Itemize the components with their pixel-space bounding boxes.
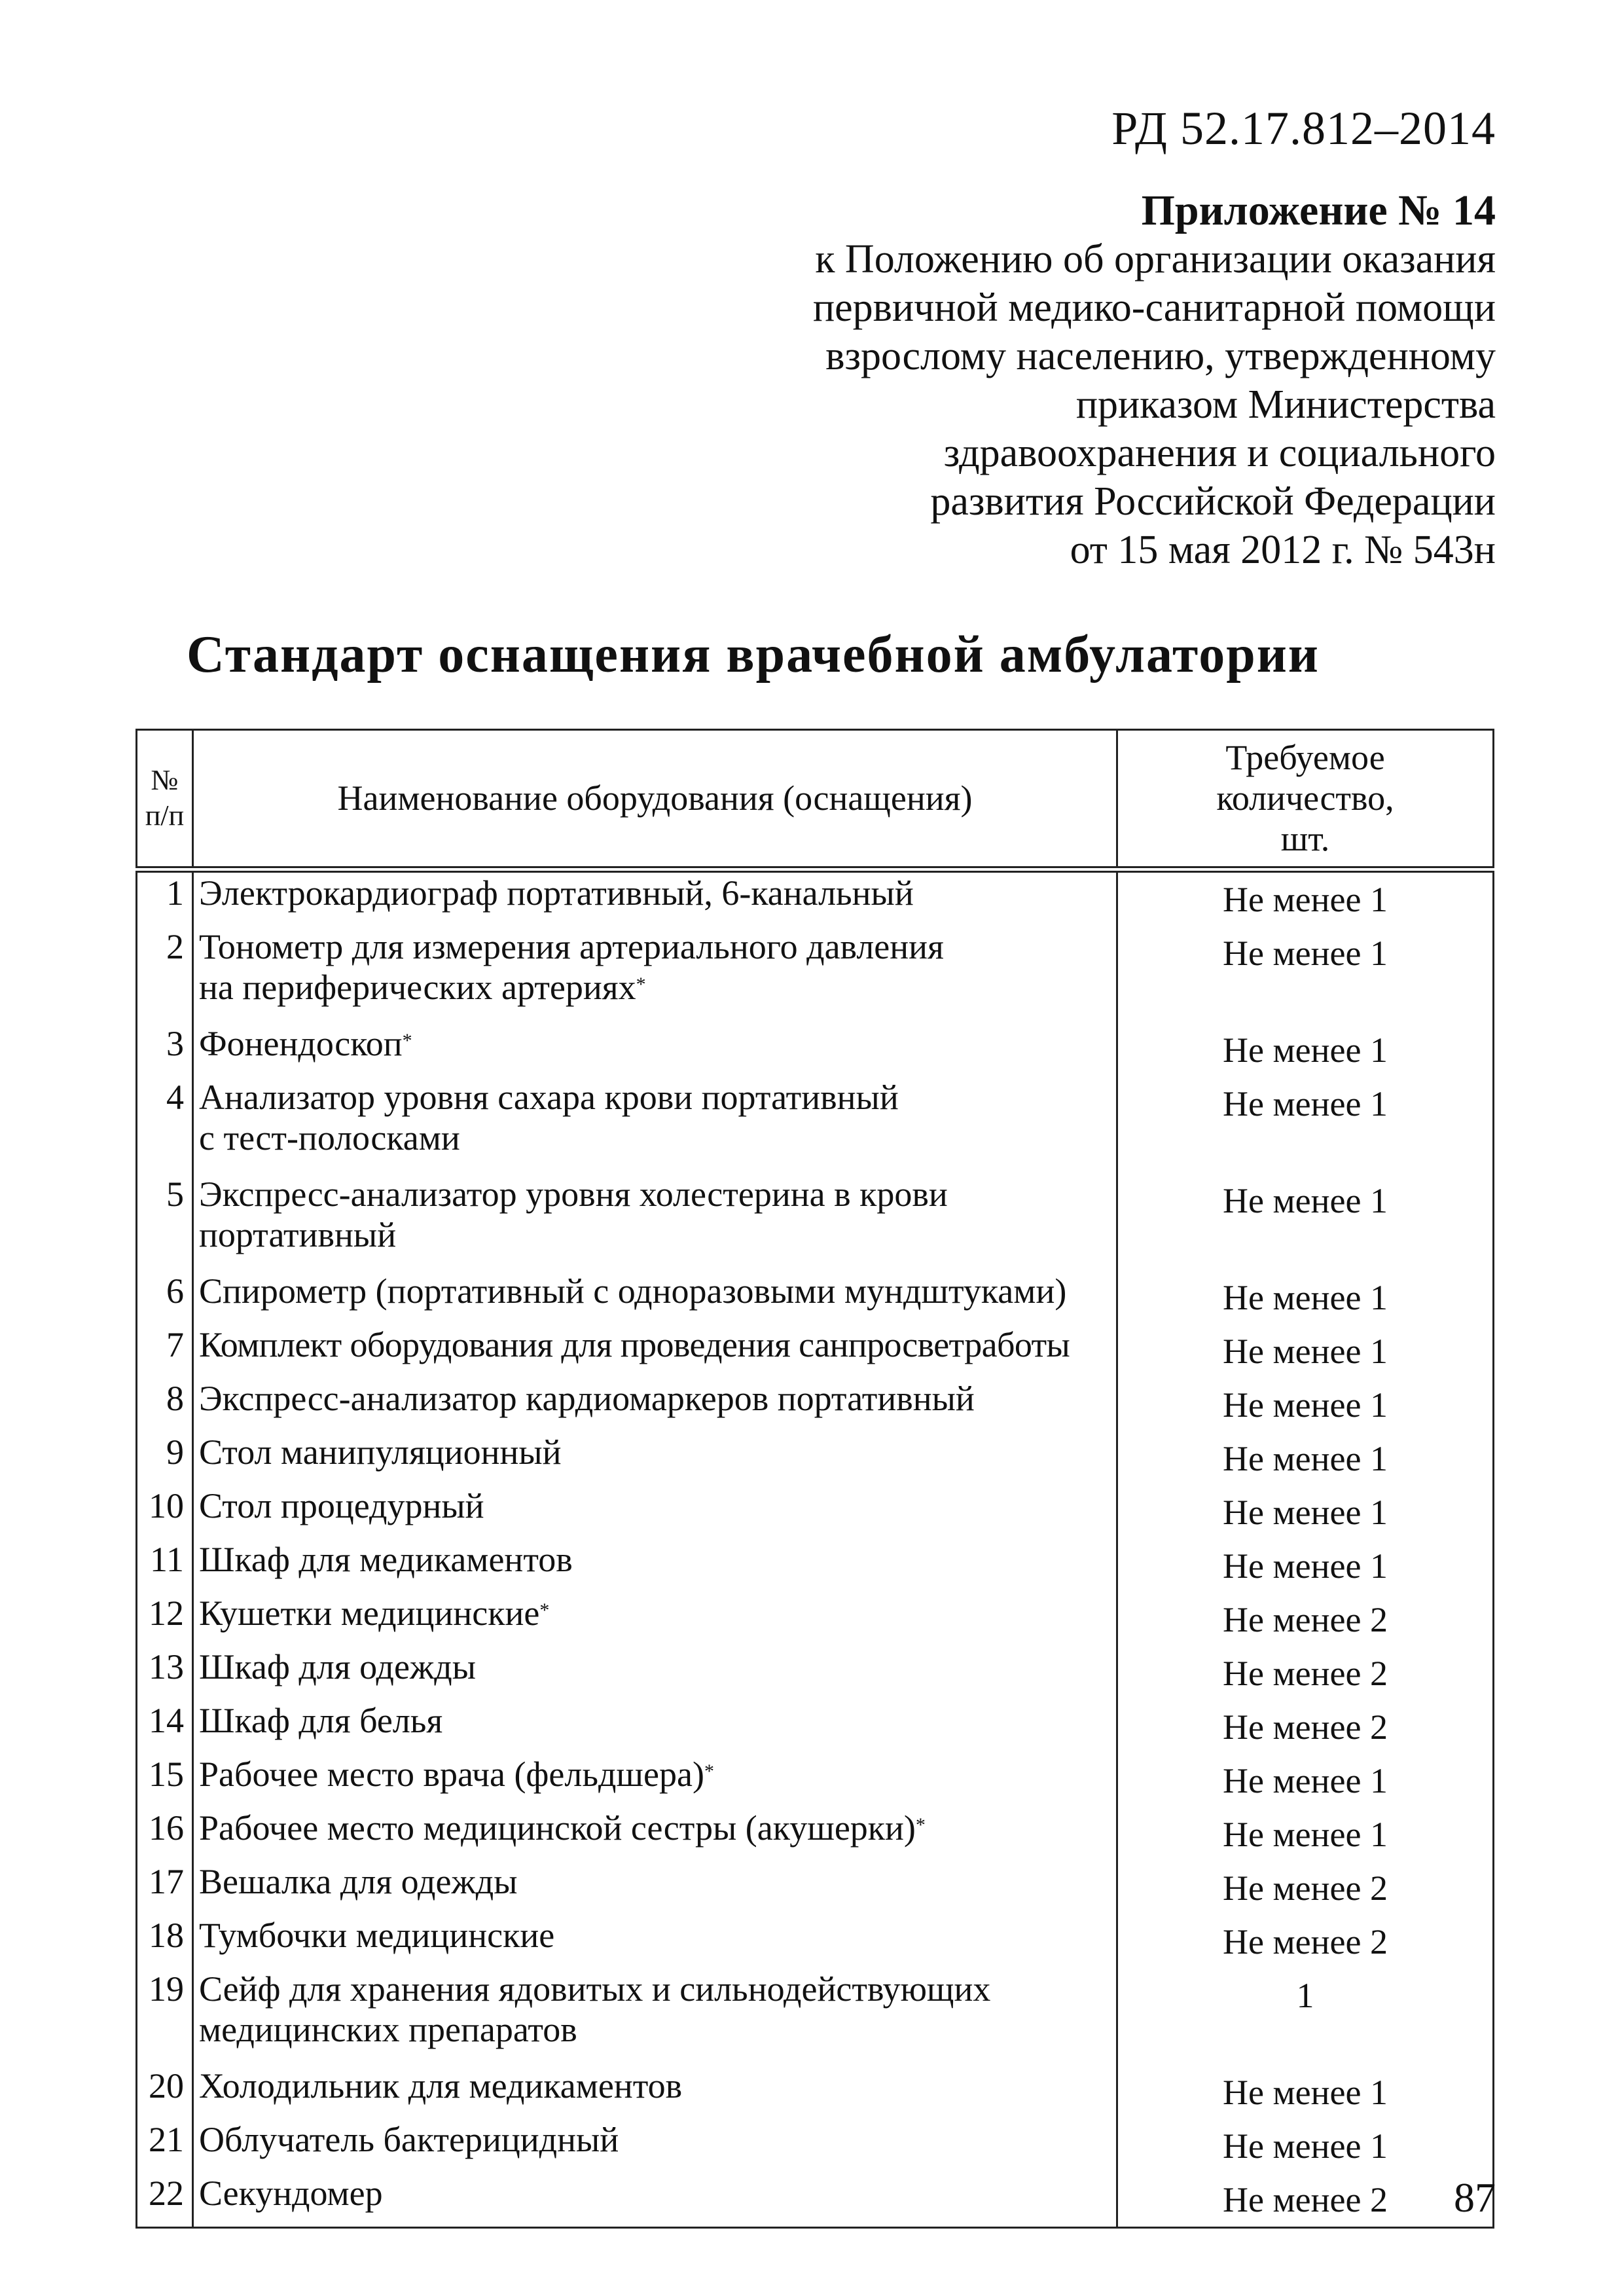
table-row bbox=[137, 1324, 1494, 1378]
row-number: 18 bbox=[137, 1915, 193, 1969]
row-name-continuation bbox=[199, 967, 1116, 1008]
row-number: 2 bbox=[137, 926, 193, 1023]
row-quantity: Не менее 1 bbox=[1117, 2066, 1494, 2119]
header-quantity-line3: шт. bbox=[1280, 819, 1330, 859]
row-name-text: Электрокардиограф портативный, 6-канальный bbox=[199, 873, 914, 913]
appendix-line: здравоохранения и социального bbox=[943, 431, 1496, 475]
appendix-line: первичной медико-санитарной помощи bbox=[812, 285, 1496, 330]
table-row bbox=[137, 869, 1494, 926]
table-header-row bbox=[137, 730, 1494, 869]
row-name: Холодильник для медикаментов bbox=[193, 2066, 1117, 2119]
row-name-text: Кушетки медицинские bbox=[199, 1593, 540, 1633]
row-number: 12 bbox=[137, 1593, 193, 1647]
row-quantity: Не менее 1 bbox=[1117, 1077, 1494, 1174]
row-name: Облучатель бактерицидный bbox=[193, 2119, 1117, 2173]
header-quantity bbox=[1117, 730, 1494, 869]
row-name: Шкаф для одежды bbox=[193, 1647, 1117, 1700]
row-name-text: на периферических артериях bbox=[199, 967, 636, 1007]
row-name-text: Рабочее место медицинской сестры (акушерки) bbox=[199, 1808, 916, 1848]
row-number: 3 bbox=[137, 1023, 193, 1077]
table-row bbox=[137, 1861, 1494, 1915]
row-quantity: Не менее 2 bbox=[1117, 2173, 1494, 2228]
table-row bbox=[137, 926, 1494, 1023]
row-name-continuation: портативный bbox=[199, 1214, 397, 1254]
row-name-text: Фонендоскоп bbox=[199, 1023, 403, 1063]
row-name-text: Сейф для хранения ядовитых и сильнодействующих bbox=[199, 1969, 991, 2009]
row-name bbox=[193, 1593, 1117, 1647]
row-name bbox=[193, 1808, 1117, 1861]
row-name: Комплект оборудования для проведения санпросветработы bbox=[193, 1324, 1117, 1378]
table-row bbox=[137, 1485, 1494, 1539]
table-row bbox=[137, 1539, 1494, 1593]
row-name: Стол манипуляционный bbox=[193, 1432, 1117, 1485]
row-number: 1 bbox=[137, 869, 193, 926]
appendix-line: приказом Министерства bbox=[1075, 382, 1496, 427]
appendix-line: взрослому населению, утвержденному bbox=[825, 334, 1496, 378]
row-name: Спирометр (портативный с одноразовыми мундштуками) bbox=[193, 1271, 1117, 1324]
appendix-block bbox=[813, 187, 1496, 574]
row-quantity: Не менее 2 bbox=[1117, 1915, 1494, 1969]
footnote-mark: * bbox=[539, 1599, 550, 1621]
row-quantity: Не менее 1 bbox=[1117, 1539, 1494, 1593]
page-number: 87 bbox=[1454, 2174, 1496, 2221]
row-quantity: Не менее 1 bbox=[1117, 1432, 1494, 1485]
row-name-text: Анализатор уровня сахара крови портативный bbox=[199, 1077, 899, 1117]
header-name: Наименование оборудования (оснащения) bbox=[193, 730, 1117, 869]
row-name-text: Экспресс-анализатор уровня холестерина в крови bbox=[199, 1174, 948, 1214]
row-number: 10 bbox=[137, 1485, 193, 1539]
row-quantity: Не менее 1 bbox=[1117, 1271, 1494, 1324]
row-quantity: Не менее 2 bbox=[1117, 1861, 1494, 1915]
row-name-continuation: с тест-полосками bbox=[199, 1118, 460, 1157]
header-number-line1: № bbox=[151, 764, 179, 797]
row-quantity: Не менее 1 bbox=[1117, 2119, 1494, 2173]
row-name bbox=[193, 1023, 1117, 1077]
row-name: Шкаф для белья bbox=[193, 1700, 1117, 1754]
footnote-mark: * bbox=[915, 1813, 926, 1836]
appendix-line: к Положению об организации оказания bbox=[815, 237, 1496, 282]
table-row bbox=[137, 2066, 1494, 2119]
table-row bbox=[137, 1593, 1494, 1647]
row-quantity: Не менее 1 bbox=[1117, 1174, 1494, 1271]
row-number: 5 bbox=[137, 1174, 193, 1271]
footnote-mark: * bbox=[636, 973, 646, 995]
row-name: Вешалка для одежды bbox=[193, 1861, 1117, 1915]
appendix-line: развития Российской Федерации bbox=[930, 479, 1496, 524]
row-number: 6 bbox=[137, 1271, 193, 1324]
row-name: Шкаф для медикаментов bbox=[193, 1539, 1117, 1593]
table-row bbox=[137, 1271, 1494, 1324]
row-quantity: Не менее 1 bbox=[1117, 1324, 1494, 1378]
row-number: 13 bbox=[137, 1647, 193, 1700]
table-row bbox=[137, 1023, 1494, 1077]
table-row bbox=[137, 2173, 1494, 2228]
footnote-mark: * bbox=[704, 1760, 714, 1782]
row-name-text: Рабочее место врача (фельдшера) bbox=[199, 1754, 704, 1794]
row-quantity: Не менее 1 bbox=[1117, 1023, 1494, 1077]
row-number: 21 bbox=[137, 2119, 193, 2173]
table-row bbox=[137, 1432, 1494, 1485]
header-quantity-line2: количество, bbox=[1216, 778, 1394, 818]
page-title: Стандарт оснащения врачебной амбулатории bbox=[187, 626, 1320, 683]
row-quantity: Не менее 2 bbox=[1117, 1647, 1494, 1700]
row-quantity: Не менее 1 bbox=[1117, 1485, 1494, 1539]
row-number: 15 bbox=[137, 1754, 193, 1808]
row-number: 20 bbox=[137, 2066, 193, 2119]
table-row bbox=[137, 2119, 1494, 2173]
row-name bbox=[193, 1754, 1117, 1808]
row-number: 22 bbox=[137, 2173, 193, 2228]
row-name-continuation: медицинских препаратов bbox=[199, 2009, 577, 2049]
equipment-table bbox=[135, 729, 1494, 2229]
appendix-title: Приложение № 14 bbox=[1141, 187, 1496, 234]
table-row bbox=[137, 1378, 1494, 1432]
row-name: Экспресс-анализатор кардиомаркеров портативный bbox=[193, 1378, 1117, 1432]
table-row bbox=[137, 1969, 1494, 2066]
row-name bbox=[193, 1174, 1117, 1271]
row-number: 7 bbox=[137, 1324, 193, 1378]
row-quantity: Не менее 2 bbox=[1117, 1593, 1494, 1647]
table-row bbox=[137, 1915, 1494, 1969]
document-code: РД 52.17.812–2014 bbox=[1111, 102, 1496, 155]
row-quantity: Не менее 1 bbox=[1117, 1378, 1494, 1432]
header-number-line2: п/п bbox=[145, 799, 185, 832]
row-name bbox=[193, 1969, 1117, 2066]
row-number: 17 bbox=[137, 1861, 193, 1915]
table-row bbox=[137, 1174, 1494, 1271]
table-row bbox=[137, 1700, 1494, 1754]
appendix-line: от 15 мая 2012 г. № 543н bbox=[1070, 528, 1496, 572]
table-row bbox=[137, 1077, 1494, 1174]
row-quantity: Не менее 1 bbox=[1117, 1808, 1494, 1861]
row-quantity: Не менее 1 bbox=[1117, 926, 1494, 1023]
row-name bbox=[193, 869, 1117, 926]
header-number bbox=[137, 730, 193, 869]
row-name: Тумбочки медицинские bbox=[193, 1915, 1117, 1969]
row-quantity: Не менее 1 bbox=[1117, 1754, 1494, 1808]
table-row bbox=[137, 1647, 1494, 1700]
table-row bbox=[137, 1808, 1494, 1861]
row-quantity: 1 bbox=[1117, 1969, 1494, 2066]
row-number: 14 bbox=[137, 1700, 193, 1754]
header-quantity-line1: Требуемое bbox=[1225, 738, 1385, 778]
row-number: 4 bbox=[137, 1077, 193, 1174]
row-number: 19 bbox=[137, 1969, 193, 2066]
row-name: Секундомер bbox=[193, 2173, 1117, 2228]
row-quantity: Не менее 2 bbox=[1117, 1700, 1494, 1754]
row-name: Стол процедурный bbox=[193, 1485, 1117, 1539]
row-number: 11 bbox=[137, 1539, 193, 1593]
row-name-text: Тонометр для измерения артериального давления bbox=[199, 926, 944, 966]
table-row bbox=[137, 1754, 1494, 1808]
footnote-mark: * bbox=[402, 1029, 412, 1051]
row-quantity: Не менее 1 bbox=[1117, 869, 1494, 926]
row-number: 8 bbox=[137, 1378, 193, 1432]
row-name bbox=[193, 926, 1117, 1023]
row-number: 9 bbox=[137, 1432, 193, 1485]
row-number: 16 bbox=[137, 1808, 193, 1861]
row-name bbox=[193, 1077, 1117, 1174]
